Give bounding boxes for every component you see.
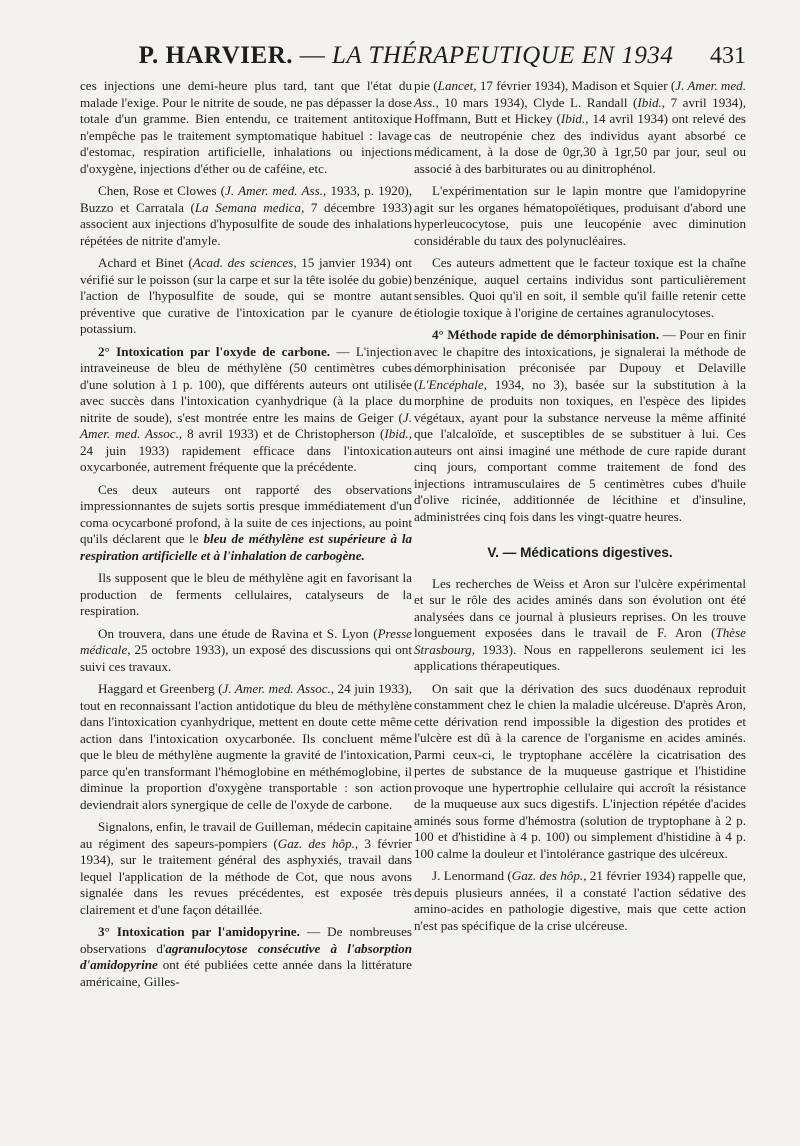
running-header <box>66 40 746 72</box>
citation: L'Encéphale <box>418 376 484 392</box>
paragraph <box>414 255 746 321</box>
text: Signalons, enfin, le travail de Guilleman, médecin capitaine au régiment des sapeurs-pompiers ( <box>80 819 412 851</box>
text: , 21 février 1934) rappelle que, depuis plusieurs années, il a constaté l'action sédative des amino-acides en pathologie digestive, mais que cette action n'est pas spécifique de la crise ulcéreuse. <box>414 868 747 933</box>
right-column <box>414 78 746 940</box>
text: , 25 octobre 1933), un exposé des discussions qui ont suivi ces travaux. <box>80 642 412 674</box>
text: Haggard et Greenberg ( <box>98 681 223 696</box>
header-author: P. HARVIER. <box>138 42 293 69</box>
text: , 10 mars 1934), Clyde L. Randall ( <box>435 94 638 110</box>
paragraph <box>80 183 412 249</box>
running-title <box>66 40 746 72</box>
citation: Ibid. <box>560 111 586 126</box>
citation: Acad. des sciences <box>192 255 294 270</box>
text: — <box>330 343 356 359</box>
citation: Ibid. <box>637 94 662 110</box>
text: Ces deux auteurs ont rapporté des observations impressionnantes de sujets sortis presque immédiatement d'un coma ocycarboné profond, à la suite de ces injections, au point qu'ils déclarent que le <box>80 481 412 546</box>
text: , 17 février 1934), Madison et Squier ( <box>473 78 676 93</box>
paragraph <box>80 681 412 813</box>
text: Les recherches de Weiss et Aron sur l'ulcère expérimental et sur le rôle des acides aminés dans son évolution ont été analysées dans ce journal à plusieurs reprises. On les trouve longuement exposées dans le travail de F. Aron ( <box>414 575 746 640</box>
paragraph <box>414 576 746 675</box>
header-title: LA THÉRAPEUTIQUE EN 1934 <box>332 42 674 69</box>
paragraph <box>80 924 412 990</box>
left-column <box>80 78 412 996</box>
citation: J. Amer. med. Assoc. <box>80 409 412 441</box>
text: , 3 février 1934), sur le traitement général des asphyxiés, travail dans lequel l'application de la méthode de Cot, que nous avons signalée dans les revues précédentes, est exposée très clairement et d'une façon détaillée. <box>80 835 412 917</box>
paragraph <box>414 327 746 525</box>
text: pie ( <box>414 78 438 93</box>
text: J. Lenormand ( <box>432 868 512 883</box>
page-number: 431 <box>710 43 746 69</box>
text: , 7 décembre 1933) associent aux injections d'hyposulfite de soude des inhalations répétées de nitrite d'amyle. <box>80 199 412 248</box>
subsection-heading: 2° Intoxication par l'oxyde de carbone. <box>98 343 331 359</box>
paragraph-text: Ces auteurs admettent que le facteur toxique est la chaîne benzénique, auquel certains individus sont particulièrement sensibles. Quoi qu'il en soit, il semble qu'il faille retenir cette étiologie toxique à l'origine de certaines agranulocytoses. <box>414 255 746 320</box>
paragraph-text: L'expérimentation sur le lapin montre que l'amidopyrine agit sur les organes hématopoïétiques, produisant d'abord une hyperleucocytose, puis une leucopénie avec diminution considérable du taux des polynucléaires. <box>414 183 746 248</box>
text: ont été publiées cette année dans la littérature américaine, Gilles- <box>80 957 412 989</box>
paragraph <box>80 78 412 177</box>
citation: J. Amer. med. Ass. <box>225 183 323 198</box>
paragraph <box>80 255 412 338</box>
text: De nombreuses observations d' <box>80 924 413 956</box>
citation: Ibid. <box>384 426 409 441</box>
text: , 7 avril 1934), Hoffmann, Butt et Hickey ( <box>414 94 746 126</box>
text: , 14 avril 1934) ont relevé des cas de neutropénie chez des individus ayant absorbé ce médicament, à la dose de 0gr,30 à 1gr,50 par jour, seul ou associé à des barbiturates ou au dinitrophénol. <box>414 111 747 176</box>
text: , 8 avril 1933) et de Christopherson ( <box>178 426 385 441</box>
section-heading: V. — Médications digestives. <box>487 545 673 560</box>
paragraph <box>80 626 412 676</box>
paragraph <box>80 482 412 565</box>
text: , 1934, no 3), basée sur la substitution à la morphine de produits non toxiques, en l'espèce des lipides végétaux, ayant pour la substance nerveuse la même affinité que l'alcaloïde, et susceptibles de se substituer à lui. Ces auteurs ont ainsi imaginé une méthode de cure rapide durant cinq jours, comportant comme traitement de fond des injections intramusculaires de 5 centimètres cubes d'huile d'olive ricinée, additionnée de lécithine et d'insuline, administrées cinq fois dans les vingt-quatre heures. <box>414 376 746 524</box>
paragraph <box>80 344 412 476</box>
paragraph-text: Ils supposent que le bleu de méthylène agit en favorisant la production de ferments cellulaires, catalyseurs de la respiration. <box>80 570 412 618</box>
paragraph-text: On sait que la dérivation des sucs duodénaux reproduit constamment chez le chien la maladie ulcéreuse. D'après Aron, cette dérivation rend impossible la digestion des protides et l'ulcère est dû à la carence de l'organisme en acides aminés. Parmi ceux-ci, le tryptophane accélère la cicatrisation des pertes de substance de la muqueuse gastrique et l'histidine provoque une hypertrophie cellulaire qui accroît la résistance de la muqueuse aux sucs digestifs. L'injection répétée d'acides aminés sous forme d'hémostra (solution de tryptophane à 2 p. 100 et d'histidine à 4 p. 100) ou simplement d'histidine à 4 p. 100 calme la douleur et l'intolérance gastrique des ulcéreux. <box>414 680 746 861</box>
paragraph <box>80 819 412 918</box>
citation: Presse médicale <box>80 625 412 657</box>
citation: J. Amer. med. Assoc. <box>222 681 331 696</box>
text: , 15 janvier 1934) ont vérifié sur le poisson (sur la carpe et sur la tête isolée du gobie) l'action de l'hyposulfite de soude, qui se montre autant préventive que curative de l'intoxication par le cyanure de potassium. <box>80 255 412 336</box>
subsection-heading: 4° Méthode rapide de démorphinisation. <box>432 327 660 342</box>
subsection-heading: 3° Intoxication par l'amidopyrine. <box>98 924 300 939</box>
paragraph-text: ces injections une demi-heure plus tard, tant que l'état du malade l'exige. Pour le nitrite de soude, ne pas dépasser la dose totale d'un gramme. Bien entendu, ce traitement antitoxique n'empêche pas le traitement symptomatique habituel : lavage d'estomac, respiration artificielle, inhalations ou injections d'oxygène, injections d'éther ou de caféine, etc. <box>80 78 412 176</box>
text: — <box>659 327 680 342</box>
paragraph <box>414 78 746 177</box>
text: , 1933). Nous en rappellerons seulement ici les applications thérapeutiques. <box>414 641 746 673</box>
paragraph <box>414 868 746 934</box>
text: , 24 juin 1933) rapidement efficace dans l'intoxication oxycarbonée, autrement fréquente que la précédente. <box>80 426 412 474</box>
text: — <box>299 924 328 939</box>
text: , 24 juin 1933), tout en reconnaissant l'action antidotique du bleu de méthylène dans l'intoxication cyanhydrique, mettent en doute cette même action dans l'intoxication oxycarbonée. Ils concluent même que le bleu de méthylène augmente la gravité de l'intoxication, parce qu'en transformant l'hémoglobine en méthémoglobine, il diminue la proportion d'oxygène transportable : son action deviendrait alors synergique de celle de l'oxyde de carbone. <box>80 681 412 812</box>
text: L'injection intraveineuse de bleu de méthylène (50 centimètres cubes d'une solution à 1 p. 100), que différents auteurs ont utilisée avec succès dans l'intoxication cyanhydrique (à la place du nitrite de soude), s'est montrée entre les mains de Geiger ( <box>80 343 412 425</box>
citation: Gaz. des hôp. <box>511 868 584 883</box>
text: Chen, Rose et Clowes ( <box>98 183 226 198</box>
citation: Thèse Strasbourg <box>414 625 746 657</box>
citation: Gaz. des hôp. <box>277 835 355 851</box>
text: On trouvera, dans une étude de Ravina et S. Lyon ( <box>98 625 378 641</box>
text: Achard et Binet ( <box>98 255 193 270</box>
citation: La Semana medica <box>194 199 302 215</box>
emphasis: agranulocytose consécutive à l'absorption d'amidopyrine <box>80 940 412 972</box>
paragraph <box>80 570 412 620</box>
text: Pour en finir avec le chapitre des intoxications, je signalerai la méthode de démorphinisation préconisée par Dupouy et Delaville ( <box>414 327 747 392</box>
paragraph <box>414 183 746 249</box>
header-dash: — <box>293 42 332 69</box>
emphasis: bleu de méthylène est supérieure à la respiration artificielle et à l'inhalation de carbogène. <box>80 531 413 563</box>
citation: J. Amer. med. Ass. <box>414 78 746 110</box>
paragraph <box>414 681 746 863</box>
citation: Lancet <box>437 78 474 93</box>
text: , 1933, p. 1920), Buzzo et Carratala ( <box>80 183 412 215</box>
